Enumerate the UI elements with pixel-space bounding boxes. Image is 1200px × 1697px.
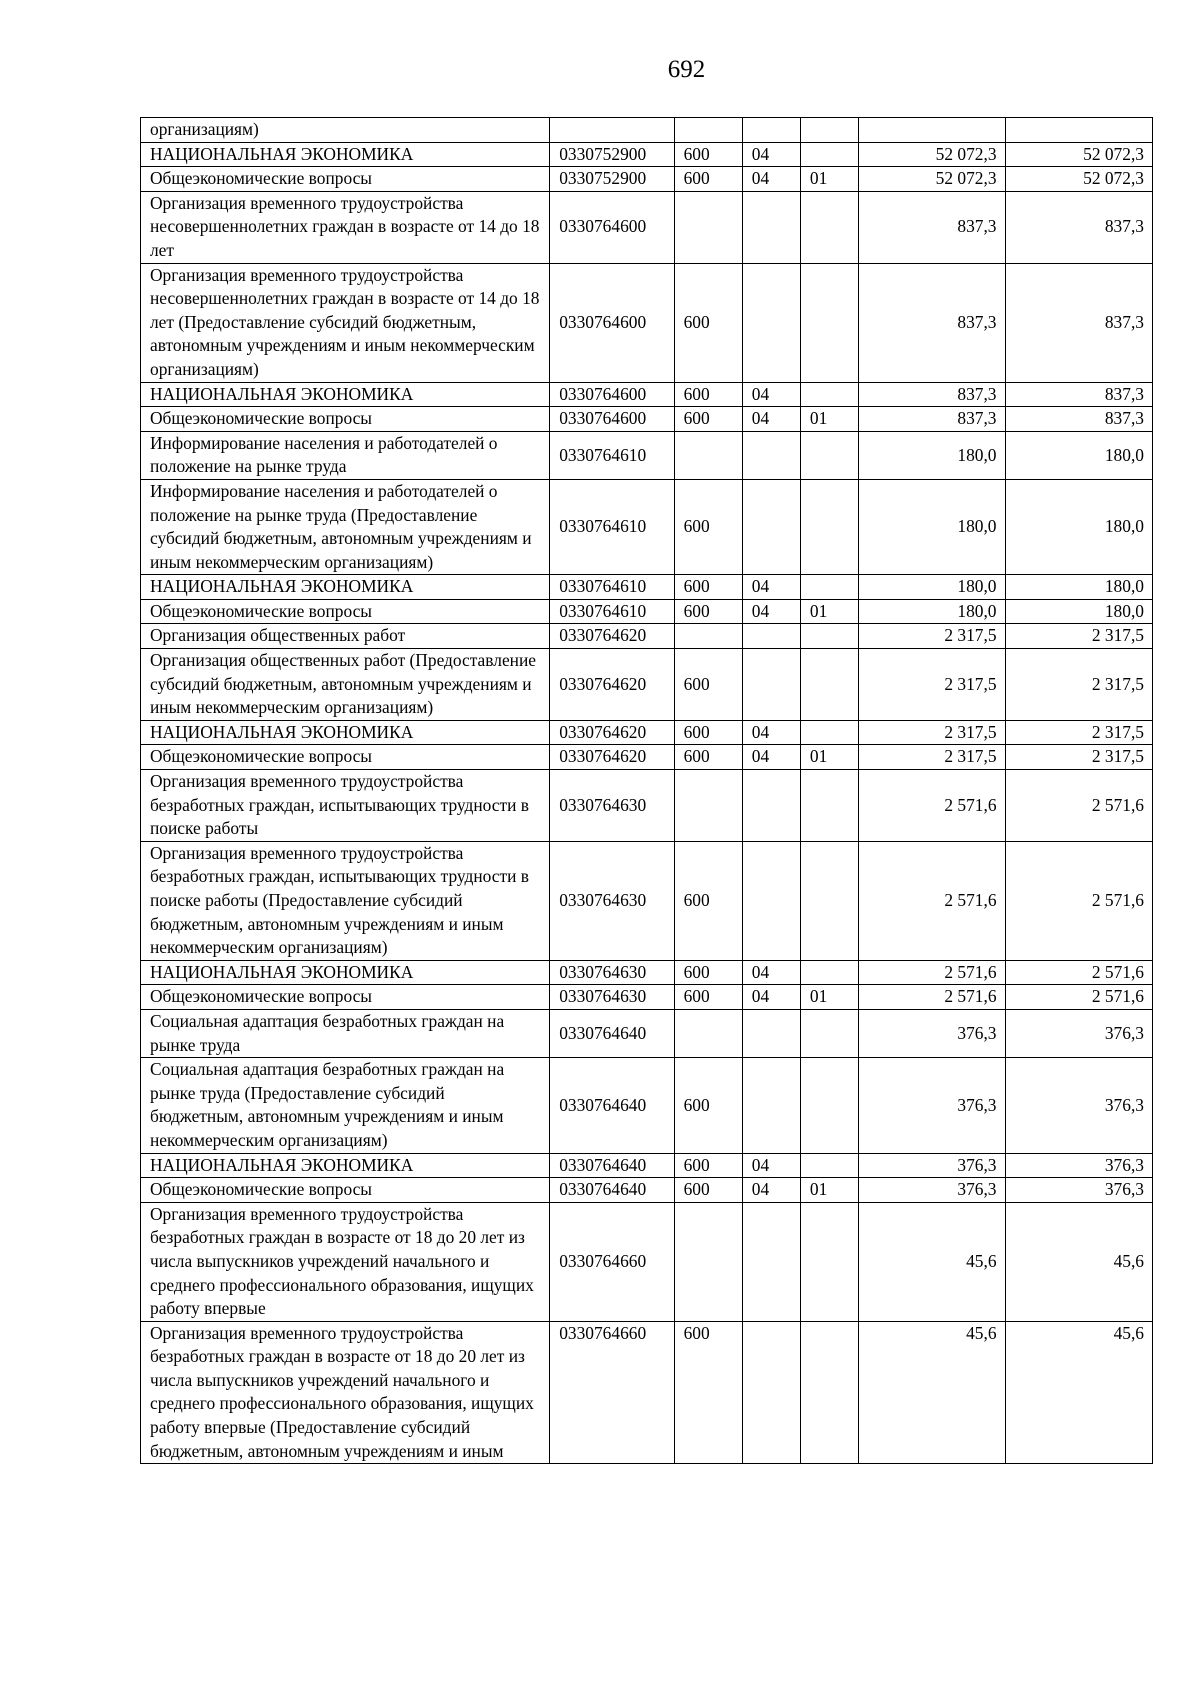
item-name-cell: Информирование населения и работодателей о положение на рынке труда (Предоставление субсидий бюджетным, автономным учреждениям и иным некоммерческим организациям)	[141, 479, 550, 574]
subsection-cell: 01	[800, 407, 858, 432]
expense-type-cell: 600	[674, 1153, 742, 1178]
target-code-cell: 0330764640	[550, 1178, 674, 1203]
amount-year2-cell: 837,3	[1005, 263, 1152, 382]
item-name-cell: Организация временного трудоустройства безработных граждан, испытывающих трудности в поиске работы	[141, 770, 550, 842]
target-code-cell: 0330764600	[550, 191, 674, 263]
section-cell	[742, 1321, 800, 1464]
table-row	[141, 1153, 1153, 1178]
expense-type-cell	[674, 1202, 742, 1321]
amount-year2-cell: 52 072,3	[1005, 167, 1152, 192]
amount-year2-cell	[1005, 118, 1152, 143]
amount-year2-cell: 2 317,5	[1005, 649, 1152, 721]
amount-year1-cell: 837,3	[859, 407, 1005, 432]
item-name-cell: Организация временного трудоустройства безработных граждан в возрасте от 18 до 20 лет из числа выпускников учреждений начального и среднего профессионального образования, ищущих работу впервые	[141, 1202, 550, 1321]
section-cell	[742, 624, 800, 649]
section-cell	[742, 841, 800, 960]
item-name-cell: Общеэкономические вопросы	[141, 985, 550, 1010]
subsection-cell	[800, 142, 858, 167]
target-code-cell: 0330764620	[550, 745, 674, 770]
amount-year2-cell: 180,0	[1005, 479, 1152, 574]
item-name-cell: Информирование населения и работодателей о положение на рынке труда	[141, 431, 550, 479]
item-name-cell: Организация временного трудоустройства безработных граждан, испытывающих трудности в поиске работы (Предоставление субсидий бюджетным, автономным учреждениям и иным некоммерческим организациям)	[141, 841, 550, 960]
section-cell	[742, 1202, 800, 1321]
expense-type-cell	[674, 1009, 742, 1057]
amount-year1-cell: 180,0	[859, 479, 1005, 574]
amount-year2-cell: 837,3	[1005, 382, 1152, 407]
target-code-cell: 0330764600	[550, 407, 674, 432]
section-cell: 04	[742, 745, 800, 770]
amount-year2-cell: 837,3	[1005, 407, 1152, 432]
item-name-cell: Социальная адаптация безработных граждан на рынке труда	[141, 1009, 550, 1057]
amount-year1-cell: 2 317,5	[859, 624, 1005, 649]
table-row	[141, 1202, 1153, 1321]
amount-year2-cell: 2 317,5	[1005, 720, 1152, 745]
target-code-cell: 0330764610	[550, 575, 674, 600]
item-name-cell: НАЦИОНАЛЬНАЯ ЭКОНОМИКА	[141, 142, 550, 167]
target-code-cell: 0330764620	[550, 624, 674, 649]
expense-type-cell	[674, 191, 742, 263]
table-row	[141, 1178, 1153, 1203]
table-row	[141, 431, 1153, 479]
amount-year2-cell: 180,0	[1005, 431, 1152, 479]
expense-type-cell: 600	[674, 720, 742, 745]
section-cell: 04	[742, 407, 800, 432]
amount-year1-cell: 2 317,5	[859, 745, 1005, 770]
amount-year2-cell: 2 571,6	[1005, 841, 1152, 960]
expense-type-cell	[674, 770, 742, 842]
subsection-cell: 01	[800, 167, 858, 192]
subsection-cell: 01	[800, 985, 858, 1010]
target-code-cell	[550, 118, 674, 143]
amount-year2-cell: 837,3	[1005, 191, 1152, 263]
target-code-cell: 0330764660	[550, 1202, 674, 1321]
target-code-cell: 0330764610	[550, 599, 674, 624]
table-row	[141, 745, 1153, 770]
expense-type-cell: 600	[674, 382, 742, 407]
item-name-cell: НАЦИОНАЛЬНАЯ ЭКОНОМИКА	[141, 720, 550, 745]
target-code-cell: 0330764610	[550, 431, 674, 479]
table-row	[141, 985, 1153, 1010]
subsection-cell: 01	[800, 1178, 858, 1203]
amount-year1-cell: 2 571,6	[859, 770, 1005, 842]
subsection-cell	[800, 1153, 858, 1178]
target-code-cell: 0330764620	[550, 720, 674, 745]
subsection-cell	[800, 1202, 858, 1321]
table-row	[141, 770, 1153, 842]
expense-type-cell: 600	[674, 142, 742, 167]
subsection-cell	[800, 382, 858, 407]
section-cell: 04	[742, 1153, 800, 1178]
table-row	[141, 720, 1153, 745]
item-name-cell: Организация временного трудоустройства безработных граждан в возрасте от 18 до 20 лет из числа выпускников учреждений начального и среднего профессионального образования, ищущих работу впервые (Предоставление субсидий бюджетным, автономным учреждениям и иным	[141, 1321, 550, 1464]
table-row	[141, 167, 1153, 192]
page-number: 692	[667, 56, 706, 83]
amount-year1-cell: 180,0	[859, 599, 1005, 624]
target-code-cell: 0330752900	[550, 142, 674, 167]
amount-year1-cell: 376,3	[859, 1153, 1005, 1178]
target-code-cell: 0330764630	[550, 770, 674, 842]
amount-year1-cell: 180,0	[859, 575, 1005, 600]
expense-type-cell: 600	[674, 575, 742, 600]
table-row	[141, 649, 1153, 721]
amount-year1-cell: 837,3	[859, 191, 1005, 263]
item-name-cell: НАЦИОНАЛЬНАЯ ЭКОНОМИКА	[141, 575, 550, 600]
table-row	[141, 575, 1153, 600]
amount-year1-cell: 52 072,3	[859, 167, 1005, 192]
expense-type-cell: 600	[674, 407, 742, 432]
table-row	[141, 960, 1153, 985]
item-name-cell: Организация общественных работ	[141, 624, 550, 649]
table-row	[141, 263, 1153, 382]
amount-year2-cell: 2 571,6	[1005, 985, 1152, 1010]
amount-year1-cell: 2 571,6	[859, 841, 1005, 960]
target-code-cell: 0330764640	[550, 1009, 674, 1057]
target-code-cell: 0330752900	[550, 167, 674, 192]
subsection-cell: 01	[800, 745, 858, 770]
item-name-cell: Организация временного трудоустройства несовершеннолетних граждан в возрасте от 14 до 18 лет	[141, 191, 550, 263]
subsection-cell	[800, 770, 858, 842]
item-name-cell: Общеэкономические вопросы	[141, 407, 550, 432]
subsection-cell	[800, 649, 858, 721]
item-name-cell: Общеэкономические вопросы	[141, 599, 550, 624]
item-name-cell: НАЦИОНАЛЬНАЯ ЭКОНОМИКА	[141, 1153, 550, 1178]
target-code-cell: 0330764640	[550, 1153, 674, 1178]
expense-type-cell: 600	[674, 960, 742, 985]
amount-year1-cell: 376,3	[859, 1178, 1005, 1203]
expense-type-cell: 600	[674, 167, 742, 192]
table-row	[141, 407, 1153, 432]
amount-year2-cell: 45,6	[1005, 1202, 1152, 1321]
amount-year1-cell: 45,6	[859, 1321, 1005, 1464]
expense-type-cell: 600	[674, 1058, 742, 1153]
subsection-cell	[800, 191, 858, 263]
subsection-cell	[800, 720, 858, 745]
item-name-cell: Общеэкономические вопросы	[141, 745, 550, 770]
expense-type-cell: 600	[674, 1178, 742, 1203]
section-cell: 04	[742, 985, 800, 1010]
amount-year2-cell: 376,3	[1005, 1153, 1152, 1178]
target-code-cell: 0330764630	[550, 985, 674, 1010]
expense-type-cell: 600	[674, 841, 742, 960]
section-cell	[742, 479, 800, 574]
amount-year2-cell: 376,3	[1005, 1009, 1152, 1057]
amount-year1-cell: 837,3	[859, 263, 1005, 382]
amount-year1-cell: 45,6	[859, 1202, 1005, 1321]
table-row	[141, 624, 1153, 649]
expense-type-cell: 600	[674, 985, 742, 1010]
budget-table-body	[141, 118, 1153, 1464]
table-row	[141, 479, 1153, 574]
section-cell: 04	[742, 575, 800, 600]
subsection-cell	[800, 1058, 858, 1153]
item-name-cell: НАЦИОНАЛЬНАЯ ЭКОНОМИКА	[141, 960, 550, 985]
section-cell: 04	[742, 599, 800, 624]
section-cell	[742, 263, 800, 382]
item-name-cell: Социальная адаптация безработных граждан на рынке труда (Предоставление субсидий бюджетным, автономным учреждениям и иным некоммерческим организациям)	[141, 1058, 550, 1153]
section-cell: 04	[742, 1178, 800, 1203]
expense-type-cell: 600	[674, 745, 742, 770]
table-row	[141, 142, 1153, 167]
section-cell: 04	[742, 720, 800, 745]
subsection-cell	[800, 960, 858, 985]
amount-year1-cell: 837,3	[859, 382, 1005, 407]
section-cell	[742, 649, 800, 721]
target-code-cell: 0330764660	[550, 1321, 674, 1464]
expense-type-cell: 600	[674, 599, 742, 624]
expense-type-cell: 600	[674, 263, 742, 382]
section-cell: 04	[742, 142, 800, 167]
expense-type-cell: 600	[674, 1321, 742, 1464]
subsection-cell	[800, 624, 858, 649]
target-code-cell: 0330764600	[550, 263, 674, 382]
target-code-cell: 0330764630	[550, 841, 674, 960]
section-cell	[742, 1058, 800, 1153]
item-name-cell: Общеэкономические вопросы	[141, 1178, 550, 1203]
expense-type-cell: 600	[674, 649, 742, 721]
table-row	[141, 191, 1153, 263]
amount-year1-cell: 2 317,5	[859, 649, 1005, 721]
target-code-cell: 0330764640	[550, 1058, 674, 1153]
target-code-cell: 0330764600	[550, 382, 674, 407]
table-row	[141, 118, 1153, 143]
item-name-cell: Организация общественных работ (Предоставление субсидий бюджетным, автономным учреждениям и иным некоммерческим организациям)	[141, 649, 550, 721]
amount-year1-cell: 52 072,3	[859, 142, 1005, 167]
section-cell	[742, 770, 800, 842]
item-name-cell: Организация временного трудоустройства несовершеннолетних граждан в возрасте от 14 до 18 лет (Предоставление субсидий бюджетным, автономным учреждениям и иным некоммерческим организациям)	[141, 263, 550, 382]
subsection-cell	[800, 118, 858, 143]
amount-year2-cell: 2 317,5	[1005, 745, 1152, 770]
subsection-cell: 01	[800, 599, 858, 624]
section-cell: 04	[742, 382, 800, 407]
amount-year2-cell: 376,3	[1005, 1058, 1152, 1153]
subsection-cell	[800, 1009, 858, 1057]
subsection-cell	[800, 479, 858, 574]
section-cell: 04	[742, 167, 800, 192]
amount-year2-cell: 52 072,3	[1005, 142, 1152, 167]
amount-year1-cell: 376,3	[859, 1058, 1005, 1153]
subsection-cell	[800, 431, 858, 479]
amount-year2-cell: 45,6	[1005, 1321, 1152, 1464]
table-row	[141, 599, 1153, 624]
section-cell	[742, 191, 800, 263]
subsection-cell	[800, 1321, 858, 1464]
section-cell	[742, 118, 800, 143]
subsection-cell	[800, 575, 858, 600]
table-row	[141, 1321, 1153, 1464]
amount-year1-cell: 2 317,5	[859, 720, 1005, 745]
expense-type-cell	[674, 431, 742, 479]
table-row	[141, 382, 1153, 407]
section-cell	[742, 431, 800, 479]
item-name-cell: организациям)	[141, 118, 550, 143]
table-row	[141, 841, 1153, 960]
amount-year2-cell: 180,0	[1005, 599, 1152, 624]
expense-type-cell	[674, 118, 742, 143]
amount-year2-cell: 2 317,5	[1005, 624, 1152, 649]
amount-year2-cell: 180,0	[1005, 575, 1152, 600]
amount-year1-cell: 376,3	[859, 1009, 1005, 1057]
target-code-cell: 0330764620	[550, 649, 674, 721]
subsection-cell	[800, 841, 858, 960]
target-code-cell: 0330764610	[550, 479, 674, 574]
amount-year2-cell: 2 571,6	[1005, 770, 1152, 842]
amount-year2-cell: 2 571,6	[1005, 960, 1152, 985]
budget-table	[140, 117, 1153, 1464]
section-cell	[742, 1009, 800, 1057]
expense-type-cell	[674, 624, 742, 649]
item-name-cell: НАЦИОНАЛЬНАЯ ЭКОНОМИКА	[141, 382, 550, 407]
subsection-cell	[800, 263, 858, 382]
table-row	[141, 1058, 1153, 1153]
section-cell: 04	[742, 960, 800, 985]
amount-year1-cell: 180,0	[859, 431, 1005, 479]
table-row	[141, 1009, 1153, 1057]
amount-year1-cell	[859, 118, 1005, 143]
amount-year2-cell: 376,3	[1005, 1178, 1152, 1203]
amount-year1-cell: 2 571,6	[859, 985, 1005, 1010]
amount-year1-cell: 2 571,6	[859, 960, 1005, 985]
expense-type-cell: 600	[674, 479, 742, 574]
item-name-cell: Общеэкономические вопросы	[141, 167, 550, 192]
target-code-cell: 0330764630	[550, 960, 674, 985]
